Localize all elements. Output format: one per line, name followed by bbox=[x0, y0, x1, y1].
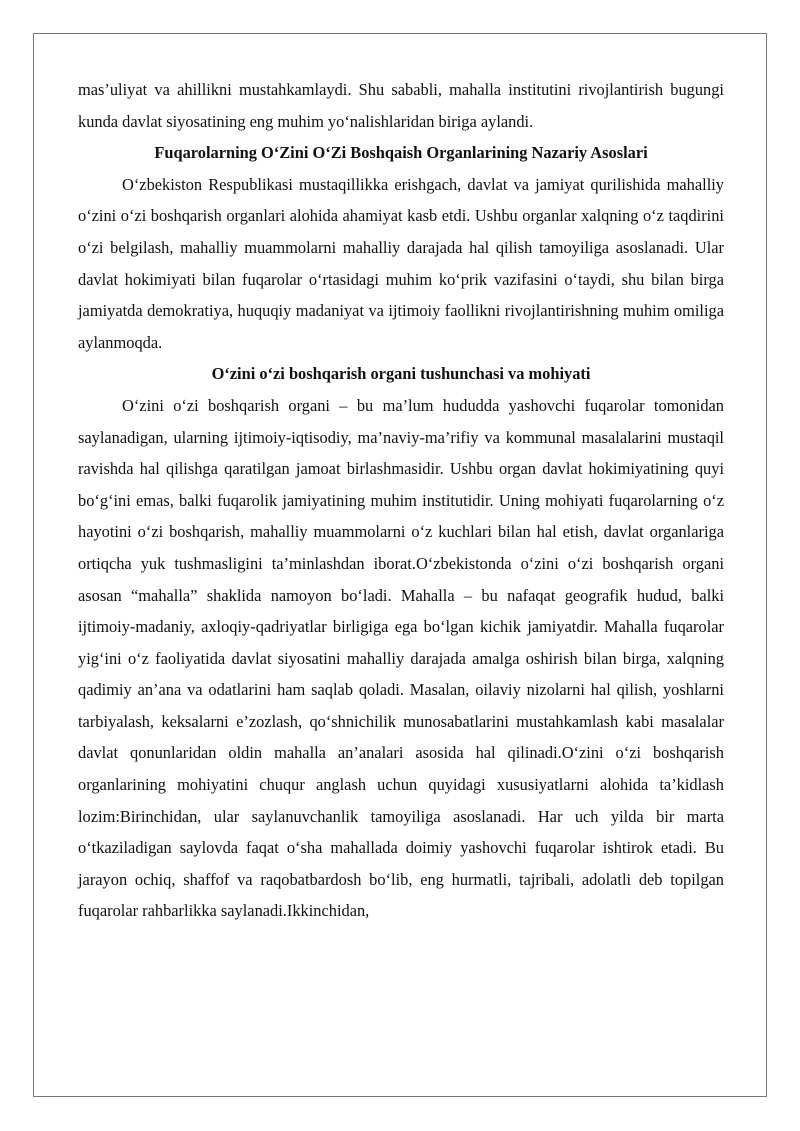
body-paragraph: O‘zini o‘zi boshqarish organi – bu ma’lum hududda yashovchi fuqarolar tomonidan saylanadigan, ularning ijtimoiy-iqtisodiy, ma’naviy-ma’rifiy va kommunal masalalarini mustaqil ravishda hal qilishga qaratilgan jamoat birlashmasidir. Ushbu organ davlat hokimiyatining quyi bo‘g‘ini emas, balki fuqarolik jamiyatining muhim institutidir. Uning mohiyati fuqarolarning o‘z hayotini o‘zi boshqarish, mahalliy muammolarni o‘z kuchlari bilan hal etish, davlat organlariga ortiqcha yuk tushmasligini ta’minlashdan iborat.O‘zbekistonda o‘zini o‘zi boshqarish organi asosan “mahalla” shaklida namoyon bo‘ladi. Mahalla – bu nafaqat geografik hudud, balki ijtimoiy-madaniy, axloqiy-qadriyatlar birligiga ega bo‘lgan kichik jamiyatdir. Mahalla fuqarolar yig‘ini o‘z faoliyatida davlat siyosatini mahalliy darajada amalga oshirish bilan birga, xalqning qadimiy an’ana va odatlarini ham saqlab qoladi. Masalan, oilaviy nizolarni hal qilish, yoshlarni tarbiyalash, keksalarni e’zozlash, qo‘shnichilik munosabatlarini mustahkamlash kabi masalalar davlat qonunlaridan oldin mahalla an’analari asosida hal qilinadi.O‘zini o‘zi boshqarish organlarining mohiyatini chuqur anglash uchun quyidagi xususiyatlarni alohida ta’kidlash lozim:Birinchidan, ular saylanuvchanlik tamoyiliga asoslanadi. Har uch yilda bir marta o‘tkaziladigan saylovda faqat o‘sha mahallada doimiy yashovchi fuqarolar ishtirok etadi. Bu jarayon ochiq, shaffof va raqobatbardosh bo‘lib, eng hurmatli, tajribali, adolatli deb topilgan fuqarolar rahbarlikka saylanadi.Ikkinchidan, bbox=[78, 395, 724, 921]
document-body bbox=[78, 74, 724, 927]
section-heading: Fuqarolarning O‘Zini O‘Zi Boshqaish Organlarining Nazariy Asoslari bbox=[154, 143, 648, 163]
intro-paragraph: mas’uliyat va ahillikni mustahkamlaydi. Shu sababli, mahalla institutini rivojlantirish bugungi kunda davlat siyosatining eng muhim yo‘nalishlaridan biriga aylandi. bbox=[78, 80, 724, 131]
subsection-heading: O‘zini o‘zi boshqarish organi tushunchasi va mohiyati bbox=[211, 364, 591, 384]
body-paragraph: O‘zbekiston Respublikasi mustaqillikka erishgach, davlat va jamiyat qurilishida mahalliy o‘zini o‘zi boshqarish organlari alohida ahamiyat kasb etdi. Ushbu organlar xalqning o‘z taqdirini o‘zi belgilash, mahalliy muammolarni mahalliy darajada hal qilish tamoyiliga asoslanadi. Ular davlat hokimiyati bilan fuqarolar o‘rtasidagi muhim ko‘prik vazifasini o‘taydi, shu bilan birga jamiyatda demokratiya, huquqiy madaniyat va ijtimoiy faollikni rivojlantirishning muhim omiliga aylanmoqda. bbox=[78, 174, 724, 352]
